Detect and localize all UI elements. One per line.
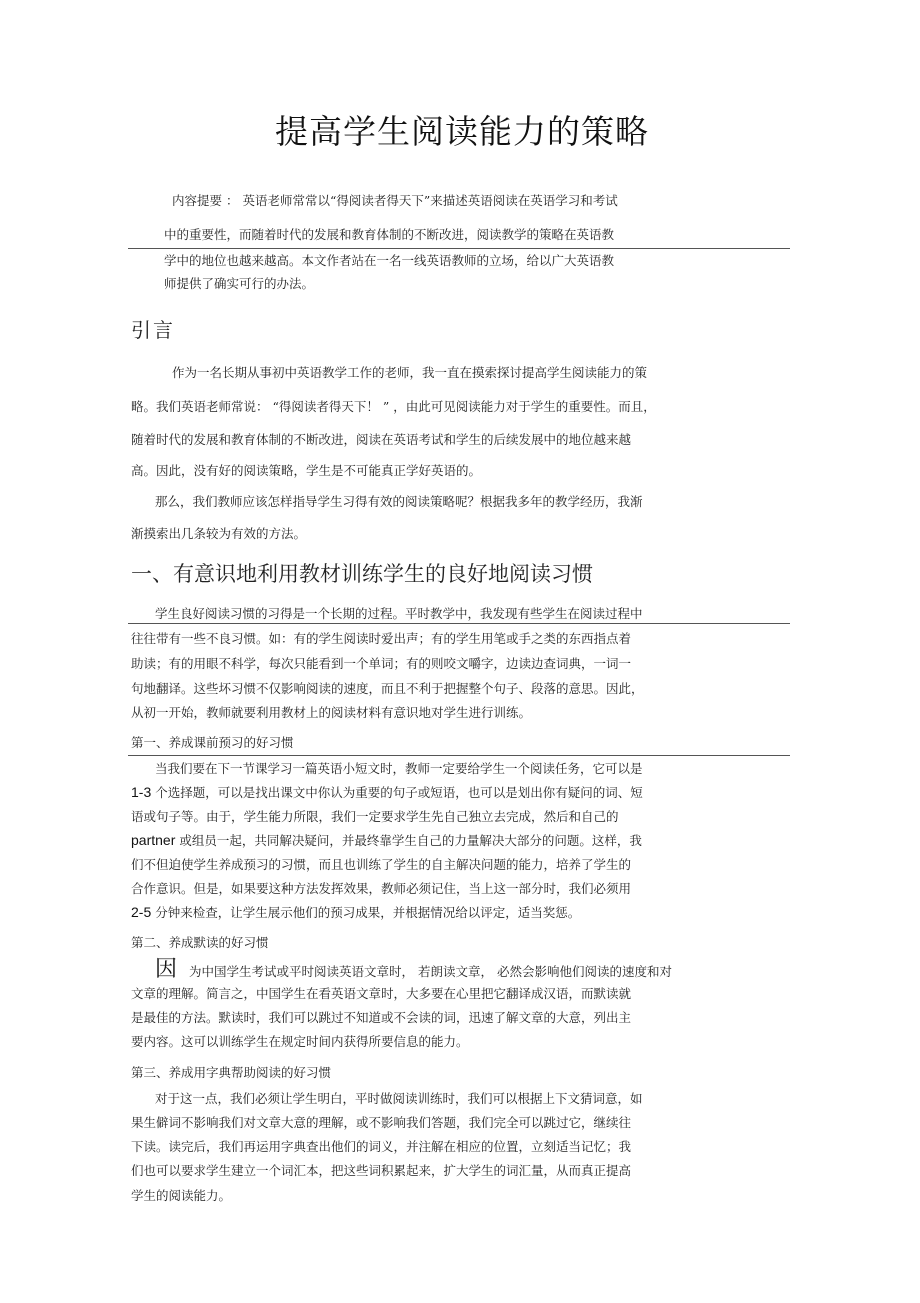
section-1-line-4: 句地翻译。这些坏习惯不仅影响阅读的速度，而且不利于把握整个句子、段落的意思。因此， xyxy=(131,681,644,696)
sub3-line-2: 果生僻词不影响我们对文章大意的理解，或不影响我们答题，我们完全可以跳过它，继续往 xyxy=(131,1115,632,1130)
drop-cap: 因 xyxy=(155,957,178,982)
intro-p1-line-2: 略。我们英语老师常说： “得阅读者得天下！ ” ，由此可见阅读能力对于学生的重要性。而且， xyxy=(131,399,656,414)
sub2-line-4: 要内容。这可以训练学生在规定时间内获得所要信息的能力。 xyxy=(131,1034,469,1049)
horizontal-rule xyxy=(128,623,790,624)
intro-p2-line-1: 那么，我们教师应该怎样指导学生习得有效的阅读策略呢？根据我多年的教学经历，我渐 xyxy=(155,494,643,509)
sub1-line-5: 们不但迫使学生养成预习的习惯，而且也训练了学生的自主解决问题的能力，培养了学生的 xyxy=(131,857,632,872)
intro-p1-line-4: 高。因此，没有好的阅读策略，学生是不可能真正学好英语的。 xyxy=(131,463,482,478)
document-title: 提高学生阅读能力的策略 xyxy=(275,112,649,151)
subsection-1-heading: 第一、养成课前预习的好习惯 xyxy=(131,735,294,750)
intro-heading: 引言 xyxy=(131,318,175,342)
partner-word: partner xyxy=(131,832,176,848)
section-1-heading: 一、有意识地利用教材训练学生的良好地阅读习惯 xyxy=(131,562,593,586)
range-number: 2-5 xyxy=(131,904,152,920)
horizontal-rule xyxy=(128,248,790,249)
sub3-line-5: 学生的阅读能力。 xyxy=(131,1188,232,1203)
section-1-line-5: 从初一开始，教师就要利用教材上的阅读材料有意识地对学生进行训练。 xyxy=(131,705,532,720)
sub3-line-3: 下读。读完后，我们再运用字典查出他们的词义，并注解在相应的位置，立刻适当记忆；我 xyxy=(131,1139,632,1154)
abstract-line-1: 内容提要 ： 英语老师常常以“得阅读者得天下”来描述英语阅读在英语学习和考试 xyxy=(172,193,618,208)
range-number: 1-3 xyxy=(131,784,152,800)
intro-p1-line-1: 作为一名长期从事初中英语教学工作的老师，我一直在摸索探讨提高学生阅读能力的策 xyxy=(172,365,648,380)
sub2-line-1 xyxy=(155,952,672,983)
subsection-2-heading: 第二、养成默读的好习惯 xyxy=(131,935,269,950)
sub2-line-2: 文章的理解。简言之，中国学生在看英语文章时，大多要在心里把它翻译成汉语，而默读就 xyxy=(131,986,632,1001)
sub1-line-4 xyxy=(131,831,642,849)
horizontal-rule xyxy=(128,755,790,756)
abstract-line-4: 师提供了确实可行的办法。 xyxy=(164,276,315,291)
section-1-line-3: 助读；有的用眼不科学，每次只能看到一个单词；有的则咬文嚼字，边读边查词典，一词一 xyxy=(131,656,632,671)
sub1-line-1: 当我们要在下一节课学习一篇英语小短文时，教师一定要给学生一个阅读任务，它可以是 xyxy=(155,761,643,776)
sub3-line-4: 们也可以要求学生建立一个词汇本，把这些词积累起来，扩大学生的词汇量，从而真正提高 xyxy=(131,1163,632,1178)
sub1-line-2-text: 个选择题，可以是找出课文中你认为重要的句子或短语，也可以是划出你有疑问的词、短 xyxy=(151,785,643,800)
sub1-line-6: 合作意识。但是，如果要这种方法发挥效果，教师必须记住，当上这一部分时，我们必须用 xyxy=(131,881,632,896)
sub1-line-2 xyxy=(131,783,643,801)
sub1-line-4-text: 或组员一起，共同解决疑问，并最终靠学生自己的力量解决大部分的问题。这样，我 xyxy=(175,833,642,848)
abstract-line-3: 学中的地位也越来越高。本文作者站在一名一线英语教师的立场，给以广大英语教 xyxy=(164,253,615,268)
abstract-line-2: 中的重要性，而随着时代的发展和教育体制的不断改进，阅读教学的策略在英语教 xyxy=(164,227,615,242)
sub1-line-7-text: 分钟来检查，让学生展示他们的预习成果，并根据情况给以评定，适当奖惩。 xyxy=(151,905,581,920)
intro-p1-line-3: 随着时代的发展和教育体制的不断改进，阅读在英语考试和学生的后续发展中的地位越来越 xyxy=(131,432,632,447)
sub3-line-1: 对于这一点，我们必须让学生明白，平时做阅读训练时，我们可以根据上下文猜词意，如 xyxy=(155,1091,643,1106)
subsection-3-heading: 第三、养成用字典帮助阅读的好习惯 xyxy=(131,1065,332,1080)
sub2-line-3: 是最佳的方法。默读时，我们可以跳过不知道或不会读的词，迅速了解文章的大意，列出主 xyxy=(131,1010,632,1025)
intro-p2-line-2: 渐摸索出几条较为有效的方法。 xyxy=(131,526,307,541)
sub1-line-7 xyxy=(131,903,580,921)
section-1-line-1: 学生良好阅读习惯的习得是一个长期的过程。平时教学中，我发现有些学生在阅读过程中 xyxy=(155,606,643,621)
sub2-line-1-text: 为中国学生考试或平时阅读英语文章时， 若朗读文章， 必然会影响他们阅读的速度和对 xyxy=(189,964,672,979)
sub1-line-3: 语或句子等。由于，学生能力所限，我们一定要求学生先自己独立去完成，然后和自己的 xyxy=(131,809,619,824)
section-1-line-2: 往往带有一些不良习惯。如：有的学生阅读时爱出声；有的学生用笔或手之类的东西指点着 xyxy=(131,631,632,646)
